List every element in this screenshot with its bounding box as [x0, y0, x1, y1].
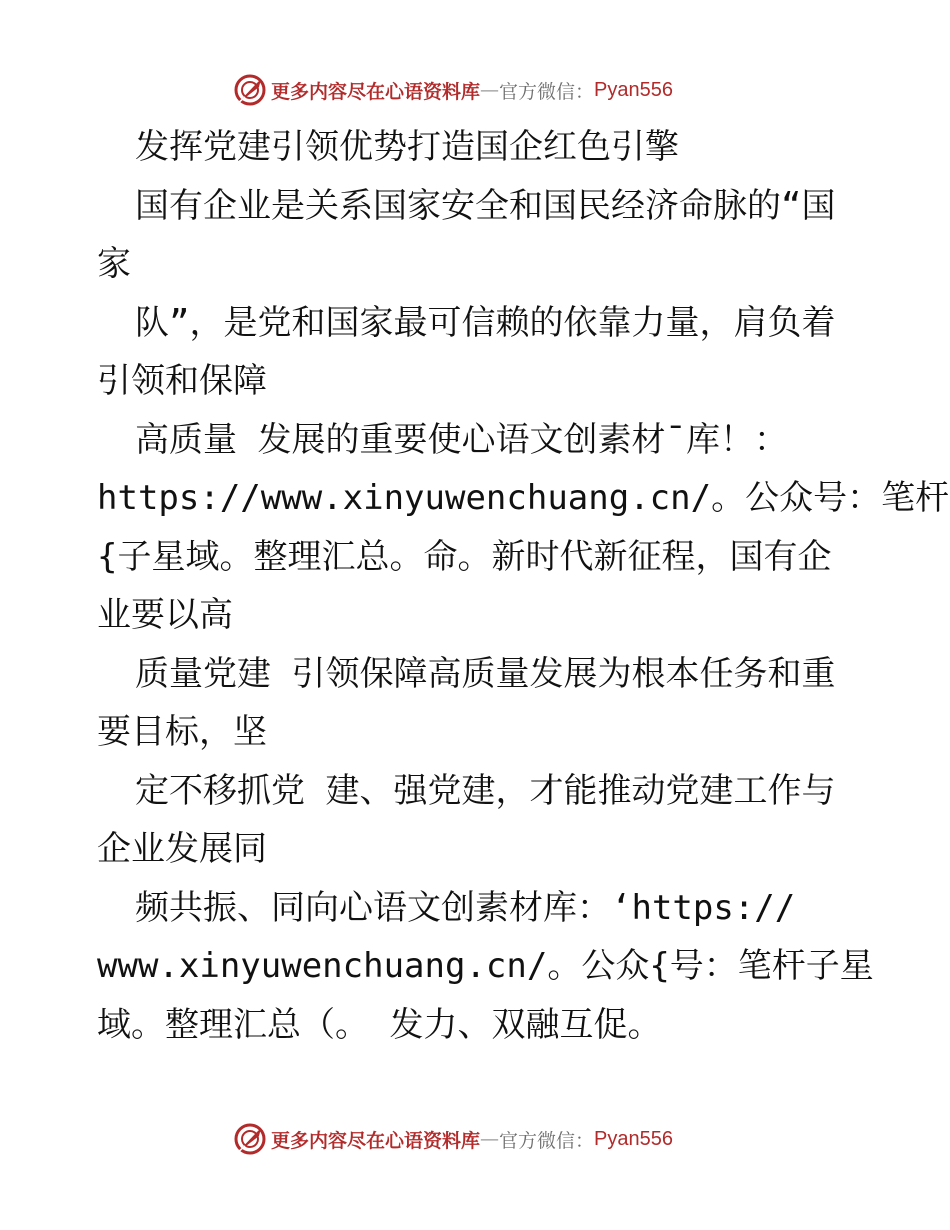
body-line: 企业发展同: [97, 829, 267, 869]
header-banner: [233, 70, 713, 110]
footer-banner: [233, 1119, 713, 1159]
body-line: 家: [97, 244, 131, 284]
banner-wechat-label: 官方微信：: [499, 80, 595, 103]
body-line: 引领和保障: [97, 361, 267, 401]
banner-wechat-label: 官方微信：: [499, 1129, 595, 1152]
body-line: 队”，是党和国家最可信赖的依靠力量，肩负着: [135, 303, 836, 343]
banner-site-text: 更多内容尽在心语资料库: [271, 1129, 481, 1152]
banner-site-text: 更多内容尽在心语资料库: [271, 80, 481, 103]
body-line: 业要以高: [97, 595, 233, 635]
banner-account: Pyan556: [594, 78, 673, 101]
body-line: 要目标，坚: [97, 712, 267, 752]
body-line: 高质量 发展的重要使心语文创素材¯库！：: [135, 420, 788, 460]
quill-pen-logo-icon: [233, 73, 267, 107]
banner-account: Pyan556: [594, 1127, 673, 1150]
quill-pen-logo-icon: [233, 1122, 267, 1156]
body-line: 质量党建 引领保障高质量发展为根本任务和重: [135, 654, 836, 694]
body-line: www.xinyuwenchuang.cn/。公众{号：笔杆子星: [97, 946, 874, 986]
body-line: 国有企业是关系国家安全和国民经济命脉的“国: [135, 186, 836, 226]
body-line: https://www.xinyuwenchuang.cn/。公众号：笔杆: [97, 478, 950, 518]
body-line: {子星域。整理汇总。命。新时代新征程，国有企: [97, 537, 832, 577]
body-line: 域。整理汇总（。 发力、双融互促。: [97, 1005, 662, 1045]
body-line: 定不移抓党 建、强党建，才能推动党建工作与: [135, 771, 836, 811]
banner-dash: —: [480, 1128, 500, 1150]
document-title: 发挥党建引领优势打造国企红色引擎: [135, 127, 679, 167]
body-line: 频共振、同向心语文创素材库：‘https://: [135, 888, 796, 928]
banner-dash: —: [480, 79, 500, 101]
